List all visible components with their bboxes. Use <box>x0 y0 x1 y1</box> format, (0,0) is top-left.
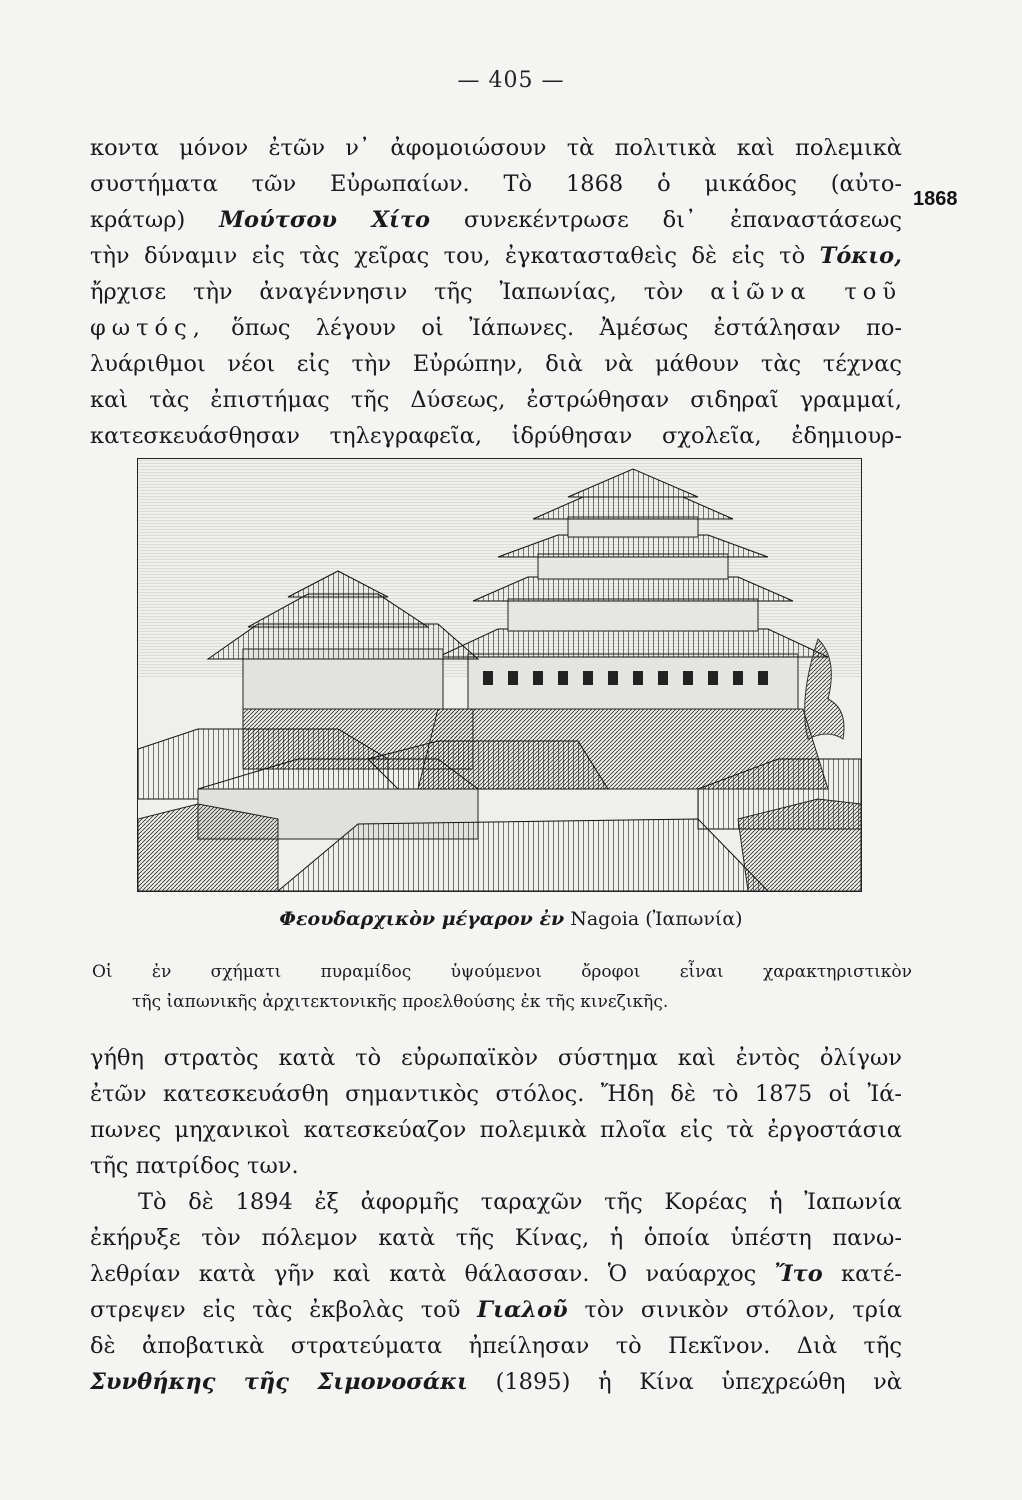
text-line: ἐκήρυξε τὸν πόλεμον κατὰ τῆς Κίνας, ἡ ὁποία ὑπέστη πανω- <box>90 1225 902 1251</box>
spaced-phrase: αἰῶνα τοῦ <box>710 279 902 305</box>
text-line: λυάριθμοι νέοι εἰς τὴν Εὐρώπην, διὰ νὰ μάθουν τὰς τέχνας <box>90 351 902 377</box>
text-line: κατεσκευάσθησαν τηλεγραφεῖα, ἱδρύθησαν σχολεῖα, ἐδημιουρ- <box>90 423 902 449</box>
name-ito: Ἴτο <box>774 1261 823 1287</box>
top-paragraph <box>90 130 902 454</box>
page-number: — 405 — <box>457 68 565 93</box>
margin-year-note: 1868 <box>913 188 958 210</box>
text-line: ἤρχισε τὴν ἀναγέννησιν τῆς Ἰαπωνίας, τὸν αἰῶνα τοῦ <box>90 279 902 305</box>
text-line: δὲ ἀποβατικὰ στρατεύματα ἠπείλησαν τὸ Πεκῖνον. Διὰ τῆς <box>90 1333 902 1359</box>
text-line: Τὸ δὲ 1894 ἐξ ἀφορμῆς ταραχῶν τῆς Κορέας ἡ Ἰαπωνία <box>138 1189 902 1215</box>
text-line: κοντα μόνον ἐτῶν ν᾽ ἀφομοιώσουν τὰ πολιτικὰ καὶ πολεμικὰ <box>90 135 902 161</box>
figure-caption-title: Φεουδαρχικὸν μέγαρον ἐν Nagoia (Ἰαπωνία) <box>279 908 743 930</box>
text-line: φωτός, ὅπως λέγουν οἱ Ἰάπωνες. Ἀμέσως ἐστάλησαν πο- <box>90 315 902 341</box>
name-mutsuhito: Μούτσου Χίτο <box>219 207 431 233</box>
bottom-paragraph <box>90 1040 902 1400</box>
text-line: τῆς πατρίδος των. <box>90 1153 299 1179</box>
treaty-shimonoseki: Συνθήκης τῆς Σιμονοσάκι <box>90 1369 468 1395</box>
text-line: συστήματα τῶν Εὐρωπαίων. Τὸ 1868 ὁ μικάδος (αὐτο- <box>90 171 902 197</box>
figure-caption-description: Οἱ ἐν σχήματι πυραμίδος ὑψούμενοι ὄροφοι εἶναι χαρακτηριστικὸν τῆς ἰαπωνικῆς ἀρχιτεκτονικῆς προελθούσης ἐκ τῆς κινεζικῆς. <box>92 962 912 1012</box>
text-line: καὶ τὰς ἐπιστήμας τῆς Δύσεως, ἐστρώθησαν σιδηραῖ γραμμαί, <box>90 387 902 413</box>
castle-illustration <box>137 458 862 892</box>
text-line: ἐτῶν κατεσκευάσθη σημαντικὸς στόλος. Ἤδη δὲ τὸ 1875 οἱ Ἰά- <box>90 1081 902 1107</box>
text-line: κράτωρ) Μούτσου Χίτο συνεκέντρωσε δι᾽ ἐπαναστάσεως <box>90 207 902 233</box>
text-line: Συνθήκης τῆς Σιμονοσάκι (1895) ἡ Κίνα ὑπεχρεώθη νὰ <box>90 1369 902 1395</box>
text-line: πωνες μηχανικοὶ κατεσκεύαζον πολεμικὰ πλοῖα εἰς τὰ ἐργοστάσια <box>90 1117 902 1143</box>
text-line: στρεψεν εἰς τὰς ἐκβολὰς τοῦ Γιαλοῦ τὸν σινικὸν στόλον, τρία <box>90 1297 902 1323</box>
text-line: τὴν δύναμιν εἰς τὰς χεῖρας του, ἐγκατασταθεὶς δὲ εἰς τὸ Τόκιο, <box>90 243 902 269</box>
text-line: γήθη στρατὸς κατὰ τὸ εὐρωπαϊκὸν σύστημα καὶ ἐντὸς ὀλίγων <box>90 1045 902 1071</box>
nagoya-castle-engraving <box>138 459 861 891</box>
text-line: λεθρίαν κατὰ γῆν καὶ κατὰ θάλασσαν. Ὁ ναύαρχος Ἴτο κατέ- <box>90 1261 902 1287</box>
name-yalu: Γιαλοῦ <box>477 1297 568 1323</box>
name-tokyo: Τόκιο, <box>819 243 902 269</box>
spaced-phrase: φωτός, <box>90 315 206 341</box>
